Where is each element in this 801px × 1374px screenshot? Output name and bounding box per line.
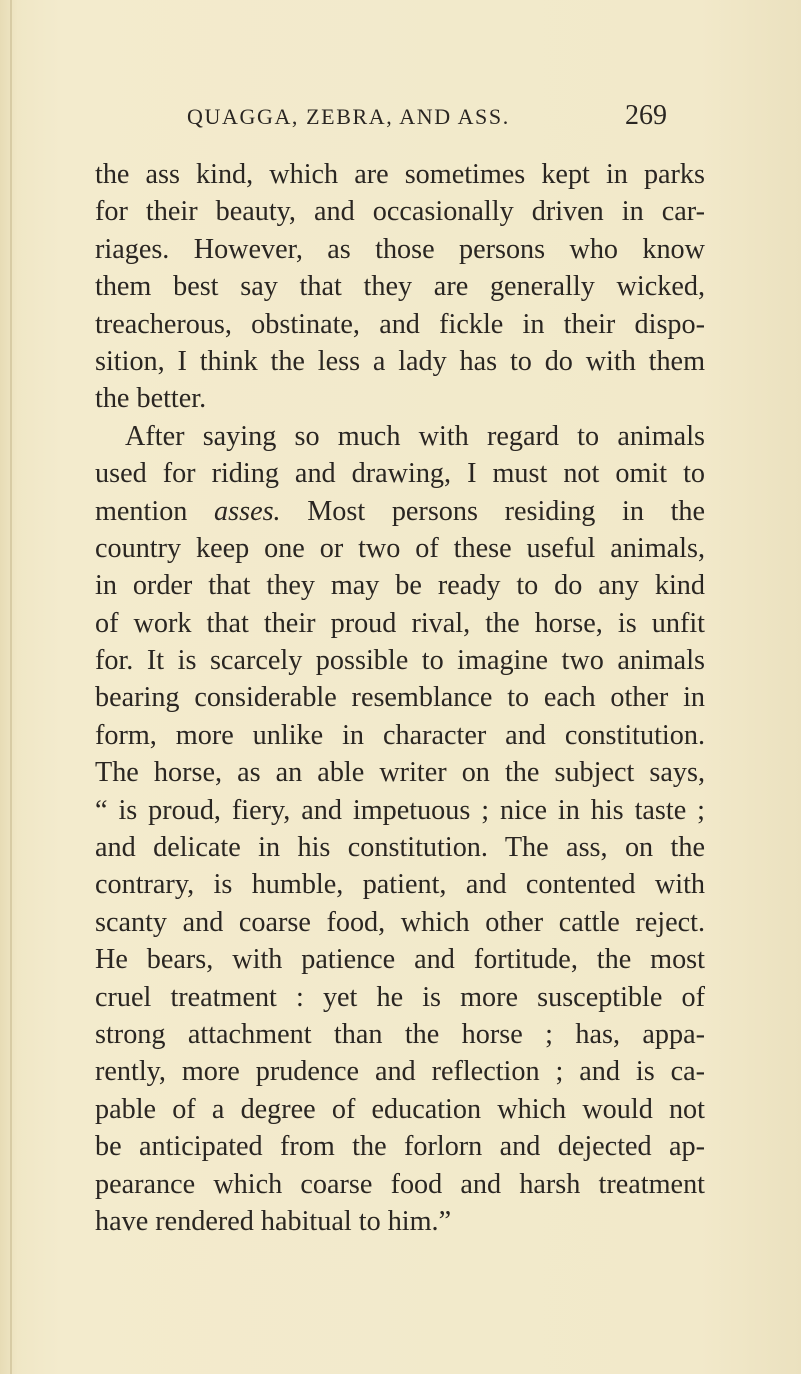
text-line: sition, I think the less a lady has to do with them [95,345,705,377]
text-line: for. It is scarcely possible to imagine two animals [95,645,705,677]
text-line: country keep one or two of these useful animals, [95,532,705,564]
text-line: pable of a degree of education which would not [95,1093,705,1125]
running-title: QUAGGA, ZEBRA, AND ASS. [187,104,510,129]
text-line: used for riding and drawing, I must not omit to [95,458,705,490]
text-line: The horse, as an able writer on the subject says, [95,757,705,789]
text-line: bearing considerable resemblance to each other in [95,682,705,714]
paragraph-end-line: the better. [95,383,207,415]
body-text [95,156,705,1240]
text-line: pearance which coarse food and harsh treatment [95,1168,705,1200]
text-segment: Most persons residing in the [307,495,706,527]
italic-term-asses: asses. [214,495,281,527]
text-line: them best say that they are generally wicked, [95,271,705,303]
running-head [0,102,801,142]
text-line: form, more unlike in character and constitution. [95,719,705,751]
text-line: for their beauty, and occasionally driven in car- [95,196,705,228]
text-line: treacherous, obstinate, and fickle in their dispo- [95,308,705,340]
text-line: scanty and coarse food, which other cattle reject. [95,906,705,938]
paragraph-start-line: After saying so much with regard to animals [125,420,705,452]
text-line: the ass kind, which are sometimes kept in parks [95,159,705,190]
text-line: He bears, with patience and fortitude, the most [95,944,705,976]
text-line: “ is proud, fiery, and impetuous ; nice in his taste ; [95,794,705,826]
text-line: rently, more prudence and reflection ; and is ca- [95,1056,705,1088]
text-line: of work that their proud rival, the horse, is unfit [95,607,705,639]
text-line: contrary, is humble, patient, and contented with [95,869,705,901]
text-line: riages. However, as those persons who know [95,233,705,265]
text-line: be anticipated from the forlorn and dejected ap- [95,1131,705,1163]
text-line: in order that they may be ready to do any kind [95,570,705,602]
paragraph-end-line: have rendered habitual to him.” [95,1205,452,1237]
text-line-with-italic [95,493,705,530]
text-line: cruel treatment : yet he is more susceptible of [95,981,705,1013]
text-line: and delicate in his constitution. The ass, on the [95,832,705,864]
page-gutter-edge [10,0,12,1374]
page-number: 269 [625,100,667,131]
text-line: strong attachment than the horse ; has, appa- [95,1018,705,1050]
text-segment: mention [95,495,188,527]
